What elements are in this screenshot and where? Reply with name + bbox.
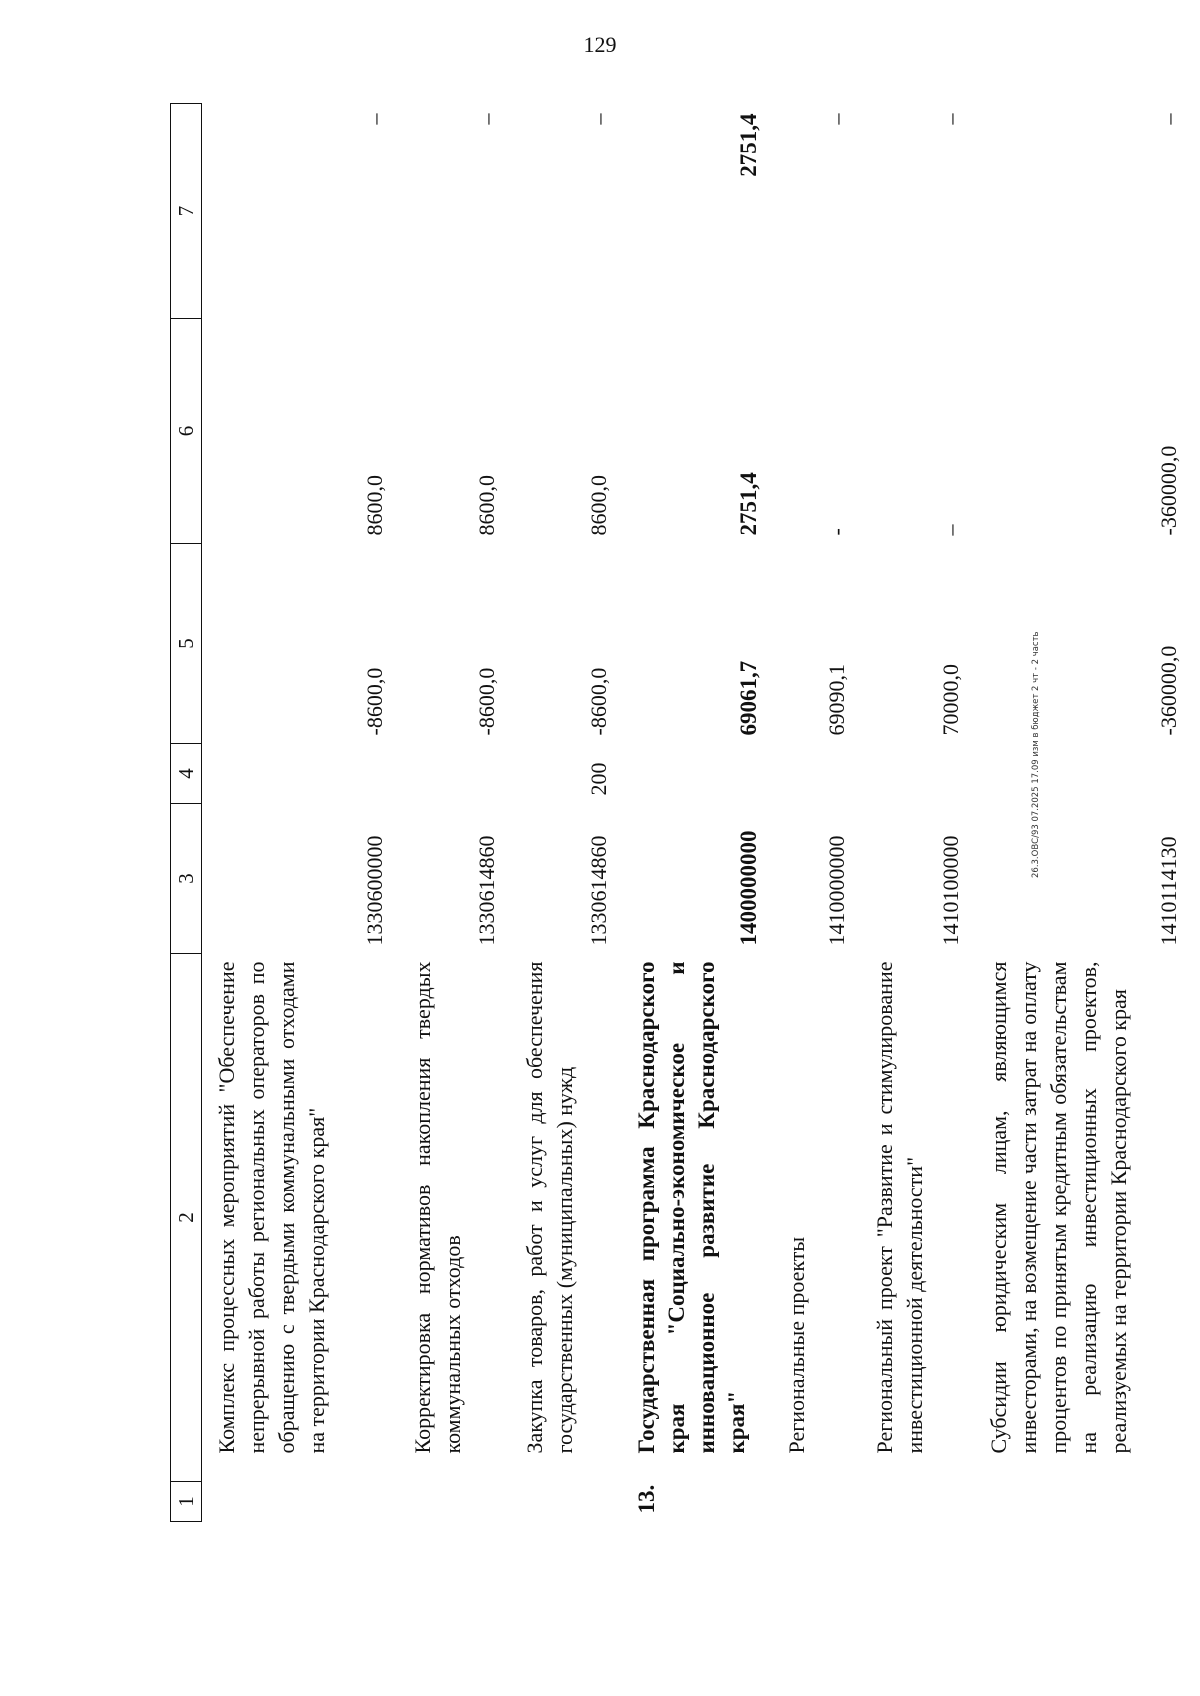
row-col6: -	[824, 528, 849, 536]
table-row-program	[622, 104, 772, 1522]
row-sum: 69090,1	[824, 664, 849, 736]
row-col6: 8600,0	[362, 475, 387, 536]
row-col7: –	[362, 113, 387, 125]
row-name: Закупка товаров, работ и услуг для обеспечения государственных (муниципальных) нужд	[522, 961, 577, 1454]
row-code: 1410114130	[1156, 836, 1181, 946]
row-col6: –	[938, 524, 963, 536]
row-vr	[202, 744, 399, 804]
row-number	[510, 1482, 622, 1522]
row-col7: –	[474, 113, 499, 125]
row-col7: –	[938, 113, 963, 125]
row-col7: –	[1156, 113, 1181, 125]
row-sum: -8600,0	[474, 667, 499, 736]
table-row	[974, 104, 1192, 1522]
header-cell-4: 4	[171, 744, 202, 804]
row-col6: 2751,4	[736, 472, 761, 536]
row-col6: 8600,0	[474, 475, 499, 536]
table-header-row	[171, 104, 202, 1522]
row-sum: 70000,0	[938, 664, 963, 736]
row-name: Региональные проекты	[784, 1236, 809, 1454]
row-vr	[398, 744, 510, 804]
row-col7: 2751,4	[736, 113, 761, 177]
table-row	[398, 104, 510, 1522]
header-cell-7: 7	[171, 104, 202, 319]
row-number	[860, 1482, 974, 1522]
row-sum: -8600,0	[362, 667, 387, 736]
header-cell-3: 3	[171, 804, 202, 954]
row-sum: -360000,0	[1156, 645, 1181, 736]
row-code: 1330614860	[474, 835, 499, 946]
row-name: Корректировка нормативов накопления твердых коммунальных отходов	[410, 961, 465, 1454]
table-row	[860, 104, 974, 1522]
row-name: Региональный проект "Развитие и стимулирование инвестиционной деятельности"	[872, 961, 927, 1454]
row-name: Государственная программа Краснодарского края "Социально-экономическое и инновационное развитие Краснодарского края"	[634, 961, 749, 1454]
row-sum: -8600,0	[586, 667, 611, 736]
row-sum: 69061,7	[736, 660, 761, 736]
row-number: 13.	[634, 1484, 659, 1514]
row-vr	[974, 744, 1192, 804]
row-name: Комплекс процессных мероприятий "Обеспечение непрерывной работы региональных операторов по обращению с твердыми коммунальными отходами на территории Краснодарского края"	[214, 961, 329, 1454]
row-number	[398, 1482, 510, 1522]
row-vr	[772, 744, 860, 804]
header-cell-6: 6	[171, 319, 202, 544]
row-col6: -360000,0	[1156, 445, 1181, 536]
table-row	[202, 104, 399, 1522]
row-code: 1330614860	[586, 835, 611, 946]
row-col6: 8600,0	[586, 475, 611, 536]
row-name: Субсидии юридическим лицам, являющимся инвесторами, на возмещение части затрат на оплату процентов по принятым кредитным обязательствам на реализацию инвестиционных проектов, реализуемых на территории Краснодарского края	[986, 961, 1131, 1454]
table-row	[510, 104, 622, 1522]
page-number: 129	[583, 32, 617, 57]
rotated-table-container	[170, 104, 1181, 1522]
row-vr	[860, 744, 974, 804]
table-row	[772, 104, 860, 1522]
row-vr: 200	[586, 762, 611, 796]
row-number	[772, 1482, 860, 1522]
header-cell-2: 2	[171, 954, 202, 1482]
row-code: 1410000000	[824, 835, 849, 946]
row-number	[974, 1482, 1192, 1522]
row-vr	[622, 744, 772, 804]
header-cell-1: 1	[171, 1482, 202, 1522]
row-code: 1400000000	[736, 830, 761, 946]
document-footer-note: 26.3.ОВС/93 07.2025 17.09 изм в бюджет 2 чт - 2 часть	[1031, 631, 1041, 878]
row-number	[202, 1482, 399, 1522]
header-cell-5: 5	[171, 544, 202, 744]
row-col7: –	[586, 113, 611, 125]
row-code: 1330600000	[362, 835, 387, 946]
row-col7: –	[824, 113, 849, 125]
budget-table	[170, 103, 1192, 1522]
row-code: 1410100000	[938, 835, 963, 946]
